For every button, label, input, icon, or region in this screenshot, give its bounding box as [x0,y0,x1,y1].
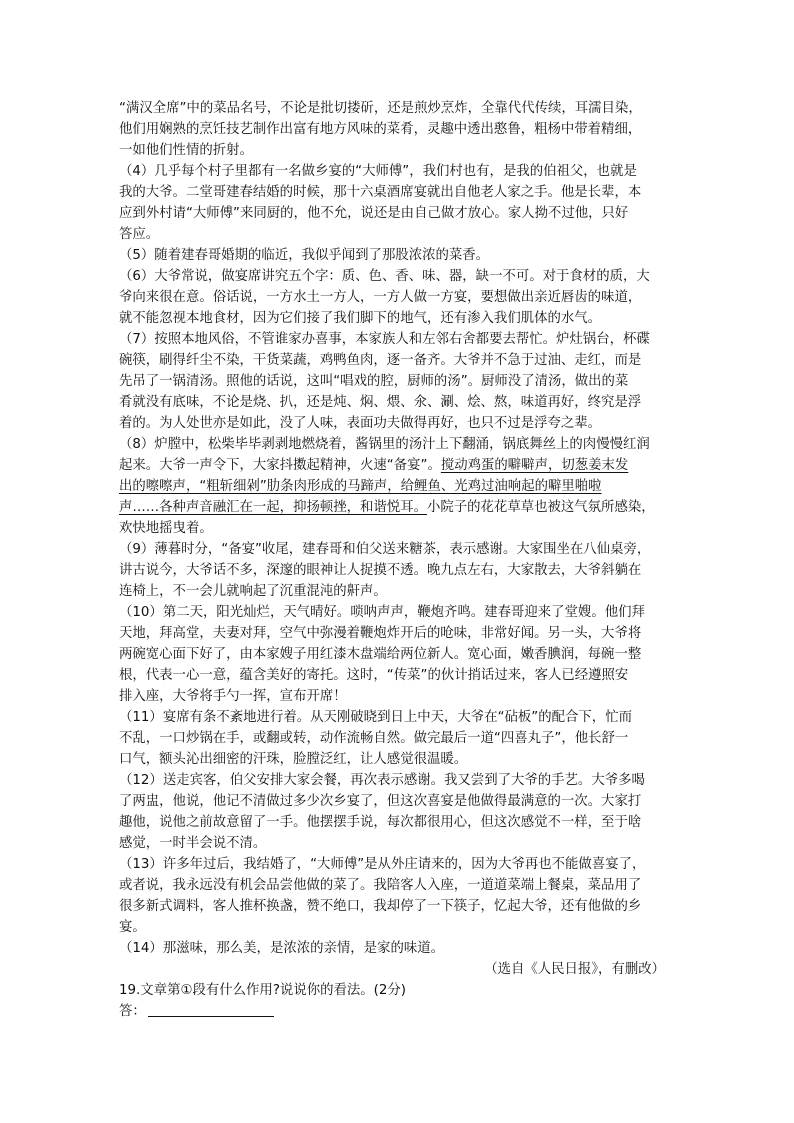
text-line [119,476,679,497]
text-line: 一如他们性情的折射。 [119,143,253,158]
text-line: 欢快地摇曳着。 [119,521,213,536]
paragraph-13 [119,854,679,938]
text-line: 着的。为人处世亦是如此，没了人味，表面功夫做得再好，也只不过是浮夸之辈。 [119,416,602,431]
paragraph-7 [119,329,679,434]
paragraph-12 [119,770,679,854]
text-line: 了两盅，他说，他记不清做过多少次乡宴了，但这次喜宴是他做得最满意的一次。大家打 [119,794,642,809]
text-line: （10）第二天，阳光灿烂，天气晴好。唢呐声声，鞭炮齐鸣。建春哥迎来了堂嫂。他们拜 [119,605,645,620]
text-line: 爷向来很在意。俗话说，一方水土一方人，一方人做一方宴，要想做出亲近唇齿的味道， [119,290,642,305]
text-line: 先吊了一锅清汤。照他的话说，这叫“唱戏的腔，厨师的汤”。厨师没了清汤，做出的菜 [119,374,629,389]
source-note: （选自《人民日报》，有删改） [484,962,665,977]
answer-blank[interactable] [148,1002,274,1017]
text-line: 趣他，说他之前故意留了一手。他摆摆手说，每次都很用心，但这次感觉不一样，至于啥 [119,815,642,830]
text-line: 天地，拜高堂，夫妻对拜，空气中弥漫着鞭炮炸开后的呛味，非常好闻。另一头，大爷将 [119,626,642,641]
text-line: （4）几乎每个村子里都有一名做乡宴的“大师傅”，我们村也有，是我的伯祖父，也就是 [119,164,637,179]
text-line: 就不能忽视本地食材，因为它们接了我们脚下的地气，还有渗入我们肌体的水气。 [119,311,602,326]
paragraph-6 [119,266,679,329]
text-line: 两碗宽心面下好了，由本家嫂子用红漆木盘端给两位新人。宽心面，嫩香腆润，每碗一整 [119,647,642,662]
text-line: （11）宴席有条不紊地进行着。从天刚破晓到日上中天，大爷在“砧板”的配合下，忙而 [119,710,632,725]
underlined-sentence: 出的嚓嚓声，“粗斩细剁”肋条肉形成的马蹄声，给鲤鱼、光鸡过油响起的噼里啪啦 [119,479,602,494]
paragraph-5 [119,245,679,266]
paragraph-3 [119,98,679,161]
paragraph-11 [119,707,679,770]
text-line: 口气，额头沁出细密的汗珠，脸膛泛红，让人感觉很温暖。 [119,752,468,767]
text-line: 不乱，一口炒锅在手，或翻或转，动作流畅自然。做完最后一道“四喜丸子”，他长舒一 [119,731,629,746]
text-line: 讲古说今，大爷话不多，深邃的眼神让人捉摸不透。晚九点左右，大家散去，大爷斜躺在 [119,563,642,578]
underlined-sentence: 搅动鸡蛋的噼噼声，切葱姜末发 [440,458,629,473]
text-line: （8）炉膛中，松柴毕毕剥剥地燃烧着，酱锅里的汤汁上下翻涌，锅底舞丝上的肉慢慢红润 [119,437,650,452]
paragraph-4 [119,161,679,245]
question-text: 19.文章第①段有什么作用?说说你的看法。(2分) [119,983,407,998]
text-line: （12）送走宾客，伯父安排大家会餐，再次表示感谢。我又尝到了大爷的手艺。大爷多喝 [119,773,645,788]
paragraph-9 [119,539,679,602]
text-line: 碗筷，刷得纤尘不染，干货菜蔬，鸡鸭鱼肉，逐一备齐。大爷并不急于过油、走红，而是 [119,353,642,368]
article-body [119,98,679,1022]
text-line: 很多新式调料，客人推杯换盏，赞不绝口，我却停了一下筷子，忆起大爷，还有他做的乡 [119,899,642,914]
text-line [119,497,679,518]
text-line: 他们用娴熟的烹饪技艺制作出富有地方风味的菜肴，灵趣中透出憨鲁，粗杨中带着精细， [119,122,642,137]
paragraph-14 [119,938,679,959]
text-line: （7）按照本地风俗，不管谁家办喜事，本家族人和左邻右舍都要去帮忙。炉灶锅台，杯碟 [119,332,650,347]
text-line: （13）许多年过后，我结婚了，“大师傅”是从外庄请来的，因为大爷再也不能做喜宴了， [119,857,646,872]
text-line: 根，代表一心一意，蕴含美好的寄托。这时，“传菜”的伙计捎话过来，客人已经遵照安 [119,668,629,683]
answer-line [119,1001,679,1022]
text-line: （9）薄暮时分，“备宴”收尾，建春哥和伯父送来糖茶，表示感谢。大家围坐在八仙桌旁， [119,542,651,557]
answer-label: 答： [119,1004,146,1019]
text-line: 或者说，我永远没有机会品尝他做的菜了。我陪客人入座，一道道菜端上餐桌，菜品用了 [119,878,642,893]
text-line: 肴就没有底味，不论是烧、扒，还是炖、焖、煨、氽、涮、烩、熬，味道再好，终究是浮 [119,395,642,410]
text-line: （14）那滋味，那么美，是浓浓的亲情，是家的味道。 [119,941,445,956]
text-line: 答应。 [119,227,160,242]
underlined-sentence: 声……各种声音融汇在一起，抑扬顿挫，和谐悦耳。 [119,500,427,515]
paragraph-8 [119,434,679,539]
text-run: 起来。大爷一声令下，大家抖擞起精神，火速“备宴”。 [119,458,441,473]
text-line: 排入座，大爷将手勺一挥，宣布开席！ [119,689,347,704]
text-line: 宴。 [119,920,146,935]
text-line: “满汉全席”中的菜品名号，不论是批切搂斫，还是煎炒烹炸，全靠代代传续，耳濡目染， [119,101,642,116]
text-line: 我的大爷。二堂哥建春结婚的时候，那十六桌酒席宴就出自他老人家之手。他是长辈，本 [119,185,642,200]
text-line: 应到外村请“大师傅”来同厨的，他不允，说还是由自己做才放心。家人拗不过他，只好 [119,206,629,221]
paragraph-10 [119,602,679,707]
text-line: 感觉，一时半会说不清。 [119,836,267,851]
text-line [119,455,679,476]
text-line: （6）大爷常说，做宴席讲究五个字：质、色、香、味、器，缺一不可。对于食材的质，大 [119,269,650,284]
text-line: （5）随着建春哥婚期的临近，我似乎闻到了那股浓浓的菜香。 [119,248,490,263]
text-line: 连椅上，不一会儿就响起了沉重混沌的鼾声。 [119,584,387,599]
text-run: 小院子的花花草草也被这气氛所感染， [426,500,655,515]
